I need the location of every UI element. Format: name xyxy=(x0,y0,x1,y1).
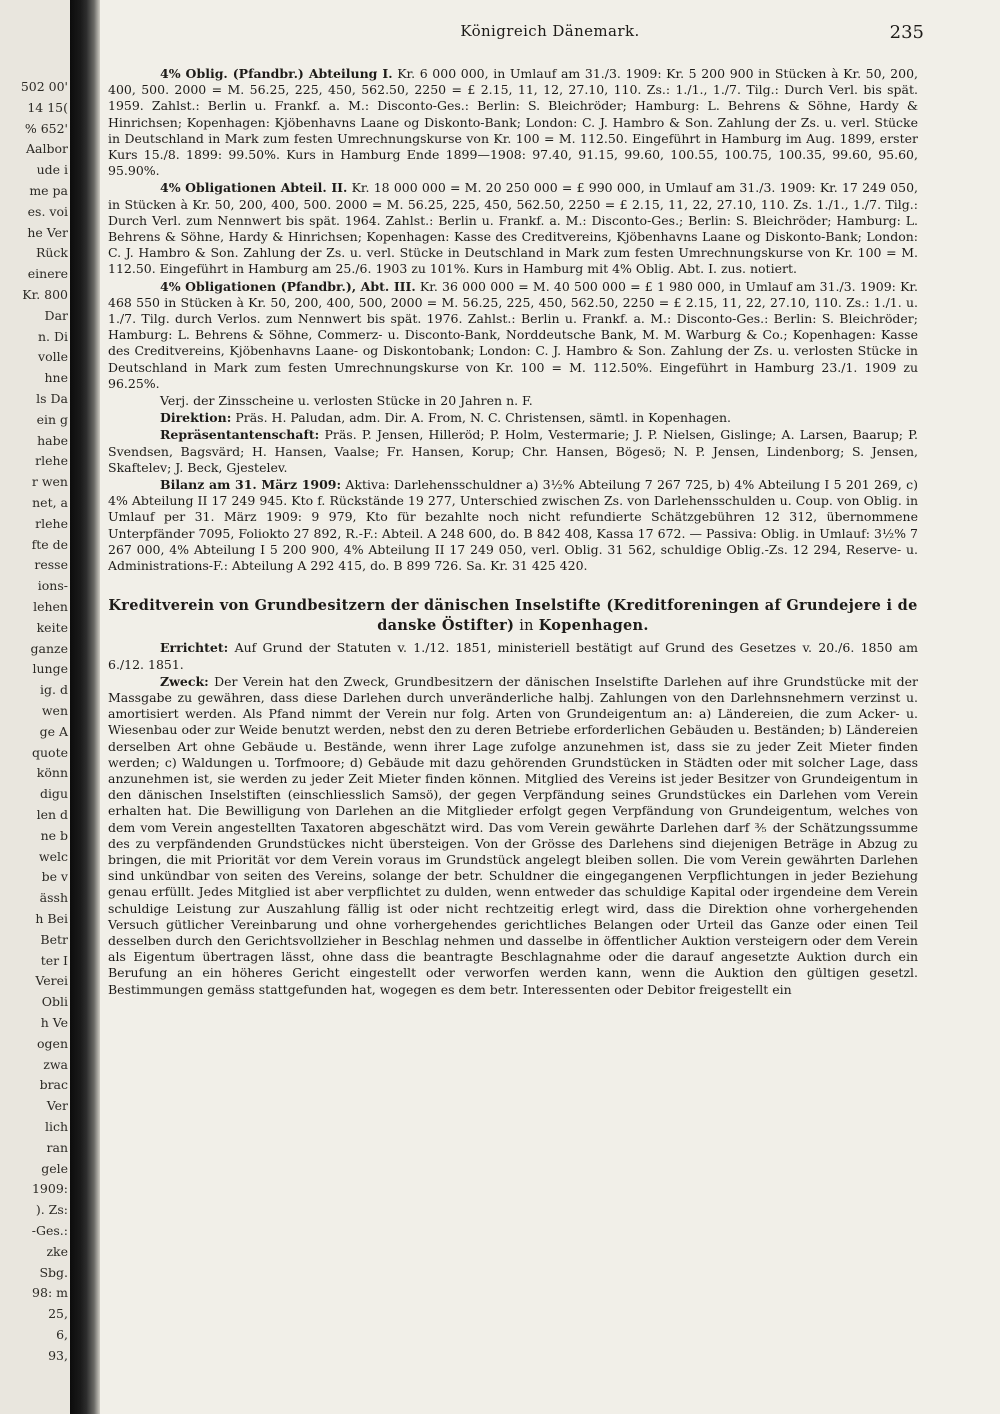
facing-page-fragment: habe xyxy=(37,432,68,448)
facing-page-fragment: digu xyxy=(39,786,68,802)
facing-page-fragment: Verei xyxy=(35,973,68,989)
facing-page-fragment: ran xyxy=(46,1139,68,1155)
facing-page-fragment: rlehe xyxy=(35,515,68,531)
facing-page-fragment: 1909: xyxy=(31,1181,68,1197)
bilanz-label: Bilanz am 31. März 1909: xyxy=(160,477,342,493)
facing-page-fragment: h Bei xyxy=(35,911,68,926)
book-gutter xyxy=(70,0,100,1414)
facing-page-fragment: 25, xyxy=(48,1306,68,1322)
facing-page-fragment: 98: m xyxy=(32,1285,68,1301)
facing-page-fragment: -Ges.: xyxy=(31,1223,68,1238)
direktion-paragraph xyxy=(108,410,918,426)
facing-page-fragment: welc xyxy=(38,848,68,864)
facing-page-fragment: Aalbor xyxy=(26,141,68,157)
facing-page-fragment: volle xyxy=(38,349,68,365)
facing-page-fragment: 93, xyxy=(48,1347,68,1363)
facing-page-fragment: 6, xyxy=(56,1327,68,1342)
facing-page-fragment: ls Da xyxy=(36,391,68,406)
facing-page-fragment: ässh xyxy=(39,890,68,906)
running-head: Königreich Dänemark. xyxy=(460,22,640,40)
facing-page-fragment: % 652' xyxy=(24,120,68,136)
errichtet-text: Auf Grund der Statuten v. 1./12. 1851, ministeriell bestätigt auf Grund des Gesetzes v. 20./6. 1850 am 6./12. 1851. xyxy=(108,640,918,672)
facing-page-fragment: lunge xyxy=(32,661,68,677)
facing-page-fragment: r wen xyxy=(31,474,68,490)
direktion-text: Präs. H. Paludan, adm. Dir. A. From, N. C. Christensen, sämtl. in Kopenhagen. xyxy=(235,410,732,426)
facing-page-fragment: len d xyxy=(36,807,68,822)
facing-page-edge xyxy=(0,0,70,1414)
facing-page-fragment: ne b xyxy=(40,827,68,843)
anleihe-3-heading: 4% Obligationen (Pfandbr.), Abt. III. xyxy=(160,278,416,294)
section-heading xyxy=(108,596,918,636)
section-heading-in: in xyxy=(519,618,534,635)
direktion-label: Direktion: xyxy=(160,410,232,426)
repraesentantenschaft-text: Präs. P. Jensen, Hilleröd; P. Holm, Vestermarie; J. P. Nielsen, Gislinge; A. Larsen, Baarup; P. Svendsen, Bagsvärd; H. Hansen, Vaalse; Fr. Hansen, Korup; Chr. Hansen, Bögesö; N. P. Jensen, Lindenborg; S. Jensen, Skaftelev; J. Beck, Gjestelev. xyxy=(108,427,918,475)
anleihe-2-text: Kr. 18 000 000 = M. 20 250 000 = £ 990 000, in Umlauf am 31./3. 1909: Kr. 17 249 050, in Stücken à Kr. 50, 200, 400, 500. 2000 = M. 56.25, 225, 450, 562.50, 2250 = £ 2.15, 11, 22, 27.10, 110. Zs. 1./1., 1./7. Tilg.: Durch Verl. zum Nennwert bis spät. 1964. Zahlst.: Berlin u. Frankf. a. M.: Disconto-Ges.; Berlin: S. Bleichröder; Hamburg: L. Behrens & Söhne, Hardy & Hinrichsen; Kopenhagen: Kasse des Creditvereins, Kjöbenhavns Laane og Diskonto-Bank; London: C. J. Hambro & Son. Zahlung der Zs. u. verl. Stücke in Deutschland in Mark zum festen Umrechnungskurse von Kr. 100 = M. 112.50. Eingeführt in Hamburg am 25./6. 1903 zu 101%. Kurs in Hamburg mit 4% Oblig. Abt. I. zus. notiert. xyxy=(108,180,918,277)
errichtet-paragraph xyxy=(108,640,918,672)
anleihe-1-paragraph xyxy=(108,66,918,179)
facing-page-fragment: ter I xyxy=(40,952,68,968)
repraesentantenschaft-paragraph xyxy=(108,427,918,476)
anleihe-3-paragraph xyxy=(108,279,918,392)
facing-page-fragment: me pa xyxy=(29,183,68,198)
facing-page-fragment: zwa xyxy=(43,1056,68,1072)
facing-page-fragment: n. Di xyxy=(37,328,68,344)
facing-page-fragment: net, a xyxy=(32,495,68,510)
zweck-text: Der Verein hat den Zweck, Grundbesitzern der dänischen Inselstifte Darlehen auf ihre Grundstücke mit der Massgabe zu gewähren, dass diese Darlehen durch unveränderliche halbj. Zahlungen von den Darlehnsnehmern verzinst u. amortisiert werden. Als Pfand nimmt der Verein nur folg. Arten von Grundeigentum an: a) Ländereien, die zum Acker- u. Wiesenbau oder zur Weide benutzt werden, nebst den zu deren Betriebe erforderlichen Gebäuden u. Beständen; b) Ländereien derselben Art ohne Gebäude u. Bestände, wenn ihrer Lage zufolge anzunehmen ist, dass sie zu jeder Zeit Mieter finden werden; c) Waldungen u. Torfmoore; d) Gebäude mit dazu gehörenden Grundstücken in Städten oder mit solcher Lage, dass anzunehmen ist, sie werden zu jeder Zeit Mieter finden können. Mitglied des Vereins ist jeder Besitzer von Grundeigentum in den dänischen Inselstiften (einschliesslich Samsö), der gegen Verpfändung seines Grundstückes ein Darlehen vom Verein erhalten hat. Die Bewilligung von Darlehen an die Mitglieder erfolgt gegen Verpfändung von Grundeigentum, welches von dem vom Verein angestellten Taxatoren abgeschätzt wird. Das vom Verein gewährte Darlehen darf ⅗ der Schätzungssumme des zu verpfändenden Grundstückes nicht übersteigen. Von der Grösse des Darlehens sind diejenigen Beträge in Abzug zu bringen, die mit Priorität vor dem Verein voraus im Grundstück angelegt bleiben sollen. Die vom Verein gewährten Darlehen sind unkündbar von seiten des Vereins, solange der betr. Schuldner die eingegangenen Verpflichtungen in jeder Beziehung genau erfüllt. Jedes Mitglied ist aber verpflichtet zu dulden, wenn entweder das schuldige Kapital oder irgendeine dem Verein schuldige Leistung zur Auszahlung fällig ist oder nicht rechtzeitig erlegt wird, dass die Direktion ohne vorhergehenden Versuch gütlicher Vereinbarung und ohne vorhergehendes gerichtliches Belangen oder Urteil das Ganze oder einen Teil desselben durch den Gerichtsvollzieher in Beschlag nehmen und dasselbe in öffentlicher Auktion versteigern oder dem Verein als Eigentum übertragen lässt, ohne dass die beantragte Beschlagnahme oder die darauf angesetzte Auktion durch ein Berufung an ein höheres Gericht eingestellt oder verworfen werden kann, wenn die Auktion den gültigen gesetzl. Bestimmungen gemäss stattgefunden hat, wogegen es dem betr. Interessenten oder Debitor freigestellt ein xyxy=(108,673,918,997)
repraesentantenschaft-label: Repräsentantenschaft: xyxy=(160,427,320,443)
facing-page-fragment: wen xyxy=(41,703,68,718)
facing-page-fragment: Sbg. xyxy=(39,1264,68,1280)
zweck-paragraph xyxy=(108,674,918,998)
verjaehrung-paragraph: Verj. der Zinsscheine u. verlosten Stücke in 20 Jahren n. F. xyxy=(160,393,533,409)
facing-page-fragment: könn xyxy=(36,765,68,781)
facing-page-fragment: ude i xyxy=(36,162,68,178)
zweck-label: Zweck: xyxy=(160,673,209,689)
facing-page-fragment: Betr xyxy=(40,931,68,947)
anleihe-3-text: Kr. 36 000 000 = M. 40 500 000 = £ 1 980 000, in Umlauf am 31./3. 1909: Kr. 468 550 in Stücken à Kr. 50, 200, 400, 500, 2000 = M. 56.25, 225, 450, 562.50, 2250 = £ 2.15, 11, 22, 27.10, 110. Zs.: 1./1. u. 1./7. Tilg. durch Verlos. zum Nennwert bis spät. 1976. Zahlst.: Berlin u. Frankf. a. M.: Disconto-Ges.: Berlin: S. Bleichröder; Hamburg: L. Behrens & Söhne, Commerz- u. Disconto-Bank, Norddeutsche Bank, M. M. Warburg & Co.; Kopenhagen: Kasse des Creditvereins, Kjöbenhavns Laane- og Diskontobank; London: C. J. Hambro & Son. Zahlung der Zs. u. verlosten Stücke in Deutschland in Mark zum festen Umrechnungskurse von Kr. 100 = M. 112.50%. Eingeführt in Hamburg 23./1. 1909 zu 96.25%. xyxy=(108,278,918,391)
facing-page-fragment: einere xyxy=(27,266,68,282)
facing-page-fragment: Ver xyxy=(46,1098,68,1114)
facing-page-fragment: zke xyxy=(46,1243,68,1259)
anleihe-1-text: Kr. 6 000 000, in Umlauf am 31./3. 1909: Kr. 5 200 900 in Stücken à Kr. 50, 200, 400, 500. 2000 = M. 56.25, 225, 450, 562.50, 2250 = £ 2.15, 11, 12, 27.10, 110. Zs.: 1./1., 1./7. Tilg.: Durch Verl. bis spät. 1959. Zahlst.: Berlin u. Frankf. a. M.: Disconto-Ges.: Berlin: S. Bleichröder; Hamburg: L. Behrens & Söhne, Hardy & Hinrichsen; Kopenhagen: Kjöbenhavns Laane og Diskonto-Bank; London: C. J. Hambro & Son. Zahlung der Zs. u. verl. Stücke in Deutschland in Mark zum festen Umrechnungskurse von Kr. 100 = M. 112.50. Eingeführt in Hamburg im Aug. 1899, erster Kurs 15./8. 1899: 99.50%. Kurs in Hamburg Ende 1899—1908: 97.40, 91.15, 99.60, 100.55, 100.75, 100.35, 99.60, 95.60, 95.90%. xyxy=(108,66,918,179)
anleihe-2-paragraph xyxy=(108,180,918,277)
facing-page-fragment: quote xyxy=(32,744,68,760)
facing-page-fragment: 502 00' xyxy=(20,79,68,94)
facing-page-fragment: es. voi xyxy=(27,203,68,219)
anleihe-1-heading: 4% Oblig. (Pfandbr.) Abteilung I. xyxy=(160,66,393,81)
facing-page-fragment: keite xyxy=(36,619,68,635)
facing-page-fragment: Obli xyxy=(41,994,68,1010)
facing-page-fragment: lich xyxy=(44,1119,68,1134)
facing-page-fragment: ge A xyxy=(39,723,68,739)
facing-page-fragment: resse xyxy=(34,557,68,573)
facing-page-fragment: lehen xyxy=(33,599,68,614)
facing-page-fragment: ganze xyxy=(30,640,68,656)
facing-page-fragment: hne xyxy=(44,370,68,386)
main-column xyxy=(108,66,918,998)
facing-page-fragment: Rück xyxy=(35,245,68,261)
facing-page-fragment: 14 15( xyxy=(27,99,68,115)
facing-page-fragment: ein g xyxy=(36,411,68,427)
page-number: 235 xyxy=(889,22,924,43)
section-heading-main: Kreditverein von Grundbesitzern der dänischen Inselstifte (Kreditforeningen af Grundejere i de danske Östifter) xyxy=(108,597,918,635)
facing-page-fragment: brac xyxy=(39,1077,68,1093)
facing-page-fragment: Kr. 800 xyxy=(22,287,68,302)
facing-page-fragment: h Ve xyxy=(40,1015,68,1030)
section-heading-city: Kopenhagen. xyxy=(538,617,649,635)
anleihe-2-heading: 4% Obligationen Abteil. II. xyxy=(160,180,348,196)
bilanz-text: Aktiva: Darlehensschuldner a) 3½% Abteilung 7 267 725, b) 4% Abteilung I 5 201 269, c) 4% Abteilung II 17 249 945. Kto f. Rückstände 19 277, Unterschied zwischen Zs. von Darlehensschulden u. Coup. von Oblig. in Umlauf per 31. März 1909: 9 979, Kto für bezahlte noch nicht refundierte Schätzgebühren 12 312, übernommene Unterpfänder 7095, Foliokto 27 892, R.-F.: Abteil. A 248 600, do. B 842 408, Kassa 17 672. — Passiva: Oblig. in Umlauf: 3½% 7 267 000, 4% Abteilung I 5 200 900, 4% Abteilung II 17 249 050, verl. Oblig. 31 562, schuldige Oblig.-Zs. 12 294, Reserve- u. Administrations-F.: Abteilung A 292 415, do. B 899 726. Sa. Kr. 31 425 420. xyxy=(108,477,918,574)
facing-page-fragment: ions- xyxy=(37,578,68,594)
facing-page-fragment: be v xyxy=(41,869,68,885)
facing-page-fragment: fte de xyxy=(31,536,68,552)
facing-page-fragment: ogen xyxy=(37,1035,68,1051)
facing-page-fragment: gele xyxy=(41,1160,68,1176)
bilanz-paragraph xyxy=(108,477,918,574)
facing-page-fragment: ). Zs: xyxy=(35,1202,68,1218)
facing-page-fragment: he Ver xyxy=(27,224,68,240)
facing-page-fragment: ig. d xyxy=(40,682,68,698)
facing-page-fragment: Dar xyxy=(44,307,68,323)
errichtet-label: Errichtet: xyxy=(160,640,229,656)
facing-page-fragment: rlehe xyxy=(35,453,68,469)
